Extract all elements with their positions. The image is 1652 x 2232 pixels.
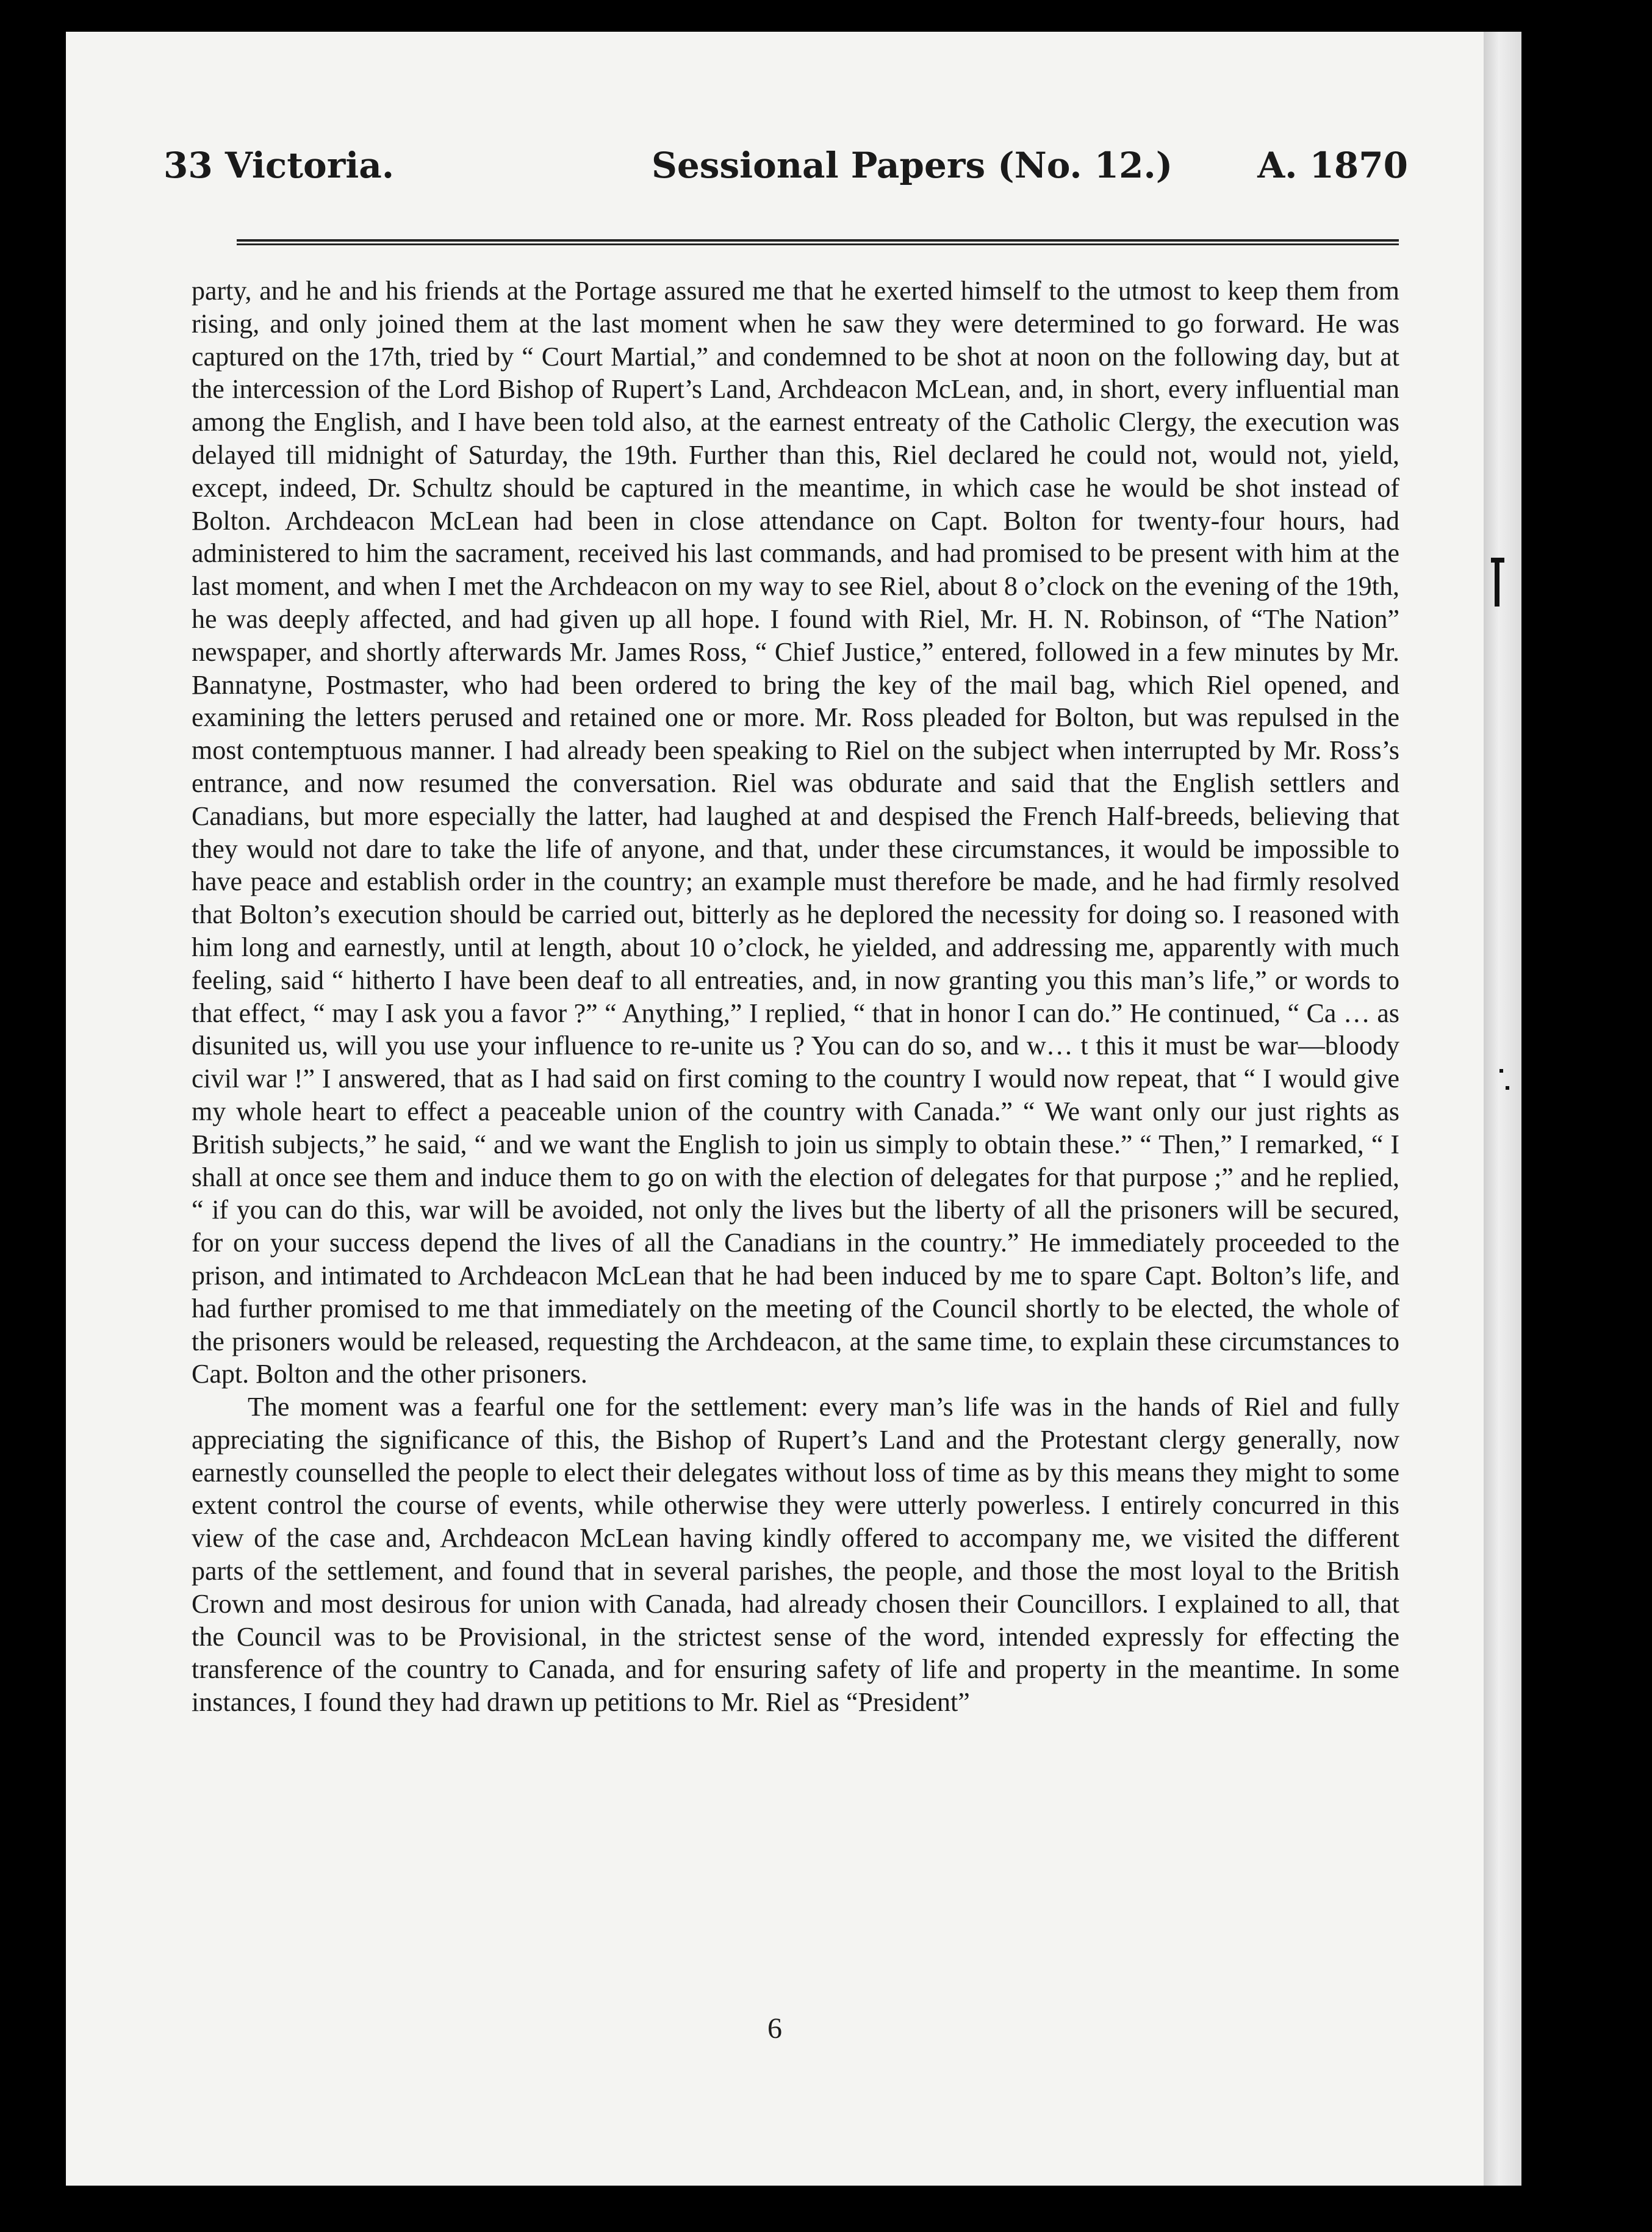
body-text: [192, 275, 1399, 1719]
header-volume: 33 Victoria.: [163, 145, 395, 186]
header-title: Sessional Papers (No. 12.): [652, 145, 1173, 186]
edge-mark: [1491, 558, 1504, 563]
paragraph: party, and he and his friends at the Portage assured me that he exerted himself to the utmost to keep them from rising, and only joined them at the last moment when he saw they were determined to go forward. He was captured on the 17th, tried by “ Court Martial,” and condemned to be shot at noon on the following day, but at the intercession of the Lord Bishop of Rupert’s Land, Archdeacon McLean, and, in short, every influential man among the English, and I have been told also, at the earnest entreaty of the Catholic Clergy, the execution was delayed till midnight of Saturday, the 19th. Further than this, Riel declared he could not, would not, yield, except, indeed, Dr. Schultz should be captured in the meantime, in which case he would be shot instead of Bolton. Archdeacon McLean had been in close attendance on Capt. Bolton for twenty-four hours, had administered to him the sacrament, received his last commands, and had promised to be present with him at the last moment, and when I met the Archdeacon on my way to see Riel, about 8 o’clock on the evening of the 19th, he was deeply affected, and had given up all hope. I found with Riel, Mr. H. N. Robinson, of “The Nation” newspaper, and shortly afterwards Mr. James Ross, “ Chief Justice,” entered, followed in a few minutes by Mr. Bannatyne, Postmaster, who had been ordered to bring the key of the mail bag, which Riel opened, and examining the letters perused and retained one or more. Mr. Ross pleaded for Bolton, but was repulsed in the most contemptuous manner. I had already been speaking to Riel on the subject when interrupted by Mr. Ross’s entrance, and now resumed the conversation. Riel was obdurate and said that the English settlers and Canadians, but more especially the latter, had laughed at and despised the French Half-breeds, believing that they would not dare to take the life of anyone, and that, under these circumstances, it would be impossible to have peace and establish order in the country; an example must therefore be made, and he had firmly resolved that Bolton’s execution should be carried out, bitterly as he deplored the necessity for doing so. I reasoned with him long and earnestly, until at length, about 10 o’clock, he yielded, and addressing me, apparently with much feeling, said “ hitherto I have been deaf to all entreaties, and, in now granting you this man’s life,” or words to that effect, “ may I ask you a favor ?” “ Anything,” I replied, “ that in honor I can do.” He continued, “ Ca … as disunited us, will you use your influence to re-unite us ? You can do so, and w… t this it must be war—bloody civil war !” I answered, that as I had said on first coming to the country I would now repeat, that “ I would give my whole heart to effect a peaceable union of the country with Canada.” “ We want only our just rights as British subjects,” he said, “ and we want the English to join us simply to obtain these.” “ Then,” I remarked, “ I shall at once see them and induce them to go on with the election of delegates for that purpose ;” and he replied, “ if you can do this, war will be avoided, not only the lives but the liberty of all the prisoners will be secured, for on your success depend the lives of all the Canadians in the country.” He immediately proceeded to the prison, and intimated to Archdeacon McLean that he had been induced by me to spare Capt. Bolton’s life, and had further promised to me that immediately on the meeting of the Council shortly to be elected, the whole of the prisoners would be released, requesting the Archdeacon, at the same time, to explain these circumstances to Capt. Bolton and the other prisoners.: [192, 276, 1399, 1389]
header-year: A. 1870: [1257, 145, 1408, 186]
edge-mark: [1506, 1086, 1509, 1090]
running-header: [163, 145, 1408, 200]
adjacent-page-edge: [1484, 32, 1521, 2186]
edge-mark: [1495, 558, 1499, 607]
document-page: [66, 32, 1484, 2186]
header-rule: [237, 239, 1399, 245]
paragraph: The moment was a fearful one for the settlement: every man’s life was in the hands of Riel and fully appreciating the significance of this, the Bishop of Rupert’s Land and the Protestant clergy generally, now earnestly counselled the people to elect their delegates without loss of time as by this means they might to some extent control the course of events, while otherwise they were utterly powerless. I entirely concurred in this view of the case and, Archdeacon McLean having kindly offered to accompany me, we visited the different parts of the settlement, and found that in several parishes, the people, and those the most loyal to the British Crown and most desirous for union with Canada, had already chosen their Councillors. I explained to all, that the Council was to be Provisional, in the strictest sense of the word, intended expressly for effecting the transference of the country to Canada, and for ensuring safety of life and property in the meantime. In some instances, I found they had drawn up petitions to Mr. Riel as “President”: [192, 1392, 1399, 1718]
edge-mark: [1499, 1069, 1503, 1073]
page-number: 6: [767, 2012, 782, 2045]
